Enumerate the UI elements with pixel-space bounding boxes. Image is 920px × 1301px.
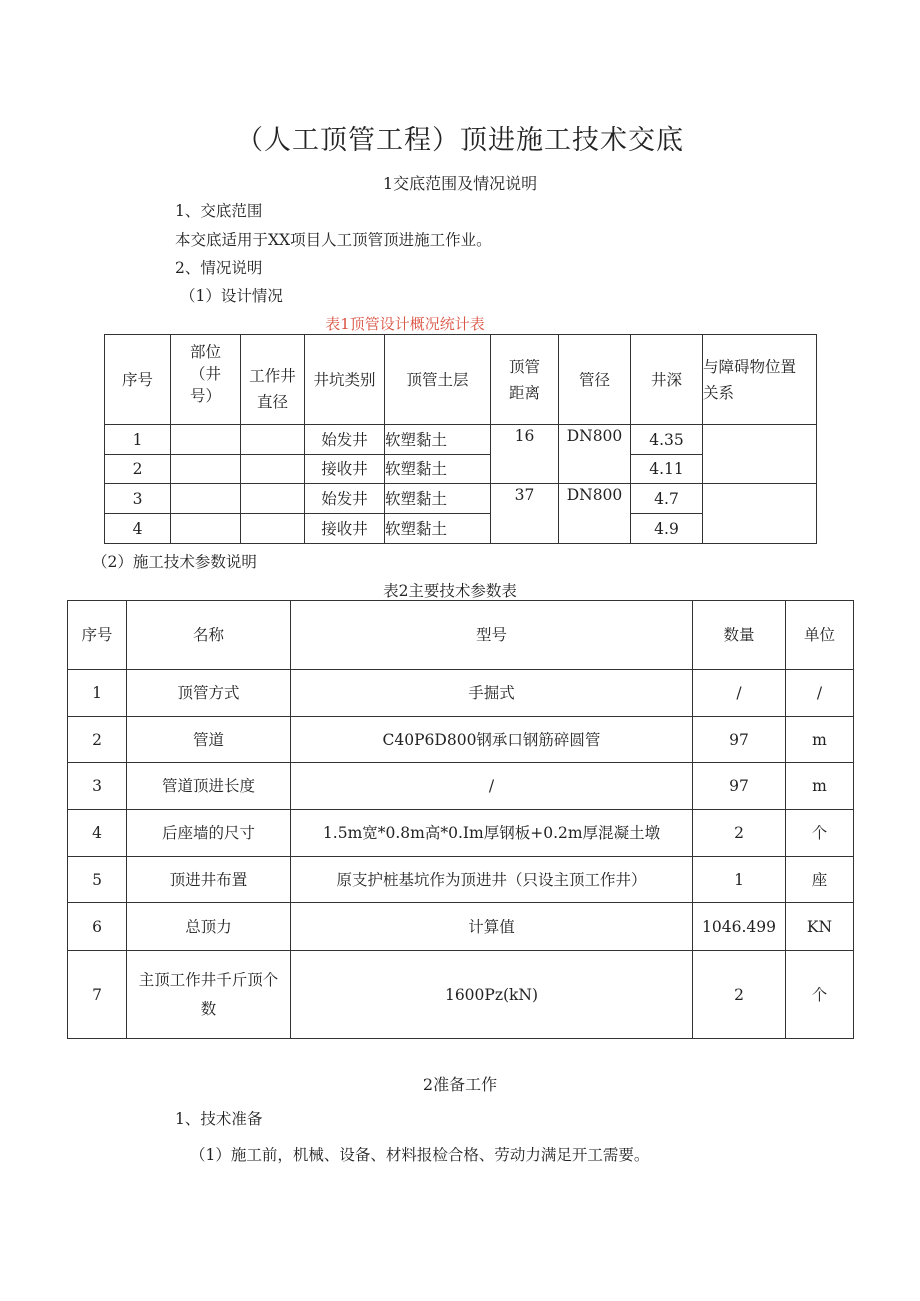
row-shaft-diameter [241, 484, 305, 514]
row-no: 1 [105, 425, 171, 455]
row-soil: 软塑黏土 [385, 514, 491, 544]
row-model: 计算值 [291, 903, 693, 951]
row-name: 总顶力 [127, 903, 291, 951]
header-shaft-diameter: 工作井 直径 [241, 335, 305, 425]
row-qty: 1046.499 [693, 903, 786, 951]
row-model: 原支护桩基坑作为顶进井（只设主顶工作井） [291, 857, 693, 903]
row-pit-type: 始发井 [305, 425, 385, 455]
design-subheading: （1）设计情况 [180, 287, 283, 305]
row-pit-type: 接收井 [305, 455, 385, 484]
document-title: （人工顶管工程）顶进施工技术交底 [236, 125, 684, 156]
header-unit: 单位 [786, 601, 854, 670]
row-no: 3 [105, 484, 171, 514]
row-qty: 2 [693, 951, 786, 1039]
row-depth: 4.9 [631, 514, 703, 544]
row-pipe-diameter: DN800 [559, 425, 631, 484]
row-model: / [291, 763, 693, 810]
row-unit: 个 [786, 810, 854, 857]
header-qty: 数量 [693, 601, 786, 670]
header-pit-type: 井坑类别 [305, 335, 385, 425]
table1-caption: 表1顶管设计概况统计表 [325, 315, 485, 333]
header-name: 名称 [127, 601, 291, 670]
row-model: 手掘式 [291, 670, 693, 717]
row-soil: 软塑黏土 [385, 484, 491, 514]
row-relation [703, 484, 817, 544]
header-relation: 与障碍物位置 关系 [703, 335, 817, 425]
row-soil: 软塑黏土 [385, 455, 491, 484]
row-shaft-diameter [241, 455, 305, 484]
row-unit: KN [786, 903, 854, 951]
table-row [105, 484, 817, 514]
section2-heading: 2准备工作 [422, 1075, 498, 1094]
row-qty: 97 [693, 717, 786, 763]
header-pipe-diameter: 管径 [559, 335, 631, 425]
row-depth: 4.11 [631, 455, 703, 484]
technical-params-table [67, 600, 854, 1039]
row-part [171, 455, 241, 484]
row-model: 1600Pz(kN) [291, 951, 693, 1039]
header-part: 部位 （井 号） [171, 335, 241, 425]
row-shaft-diameter [241, 425, 305, 455]
row-no: 3 [68, 763, 127, 810]
row-part [171, 514, 241, 544]
row-unit: m [786, 717, 854, 763]
scope-text: 本交底适用于XX项目人工顶管顶进施工作业。 [175, 231, 492, 249]
row-soil: 软塑黏土 [385, 425, 491, 455]
row-distance: 16 [491, 425, 559, 484]
section1-item2: 2、情况说明 [175, 259, 263, 277]
row-unit: 座 [786, 857, 854, 903]
row-part [171, 425, 241, 455]
header-no: 序号 [68, 601, 127, 670]
design-overview-table [104, 334, 817, 544]
row-no: 7 [68, 951, 127, 1039]
row-distance: 37 [491, 484, 559, 544]
section1-item1: 1、交底范围 [175, 202, 263, 220]
row-qty: 97 [693, 763, 786, 810]
table-row [68, 763, 854, 810]
row-qty: 1 [693, 857, 786, 903]
section1-heading: 1交底范围及情况说明 [382, 174, 538, 193]
row-model: 1.5m宽*0.8m高*0.Im厚钢板+0.2m厚混凝土墩 [291, 810, 693, 857]
row-model: C40P6D800钢承口钢筋碎圆管 [291, 717, 693, 763]
row-name: 主顶工作井千斤顶个 数 [127, 951, 291, 1039]
table-row [68, 717, 854, 763]
row-qty: 2 [693, 810, 786, 857]
table-row [68, 670, 854, 717]
row-no: 1 [68, 670, 127, 717]
row-no: 4 [105, 514, 171, 544]
section2-item1: 1、技术准备 [175, 1110, 263, 1128]
row-no: 6 [68, 903, 127, 951]
row-name: 顶进井布置 [127, 857, 291, 903]
table-row [68, 810, 854, 857]
table-row [68, 857, 854, 903]
row-name: 管道 [127, 717, 291, 763]
row-no: 4 [68, 810, 127, 857]
table-row [68, 951, 854, 1039]
table-row [68, 903, 854, 951]
row-name: 后座墙的尺寸 [127, 810, 291, 857]
row-no: 2 [105, 455, 171, 484]
preparation-text: （1）施工前，机械、设备、材料报检合格、劳动力满足开工需要。 [190, 1146, 650, 1164]
row-unit: / [786, 670, 854, 717]
header-distance: 顶管 距离 [491, 335, 559, 425]
row-depth: 4.35 [631, 425, 703, 455]
row-qty: / [693, 670, 786, 717]
row-relation [703, 425, 817, 484]
row-pit-type: 始发井 [305, 484, 385, 514]
row-pit-type: 接收井 [305, 514, 385, 544]
row-no: 2 [68, 717, 127, 763]
row-no: 5 [68, 857, 127, 903]
table-row [105, 425, 817, 455]
header-soil: 顶管土层 [385, 335, 491, 425]
table1-header-row [105, 335, 817, 425]
header-no: 序号 [105, 335, 171, 425]
row-name: 顶管方式 [127, 670, 291, 717]
header-depth: 井深 [631, 335, 703, 425]
row-unit: 个 [786, 951, 854, 1039]
table2-header-row [68, 601, 854, 670]
row-part [171, 484, 241, 514]
header-model: 型号 [291, 601, 693, 670]
row-unit: m [786, 763, 854, 810]
table2-caption: 表2主要技术参数表 [383, 582, 517, 600]
row-name: 管道顶进长度 [127, 763, 291, 810]
row-shaft-diameter [241, 514, 305, 544]
params-subheading: （2）施工技术参数说明 [92, 553, 257, 571]
row-pipe-diameter: DN800 [559, 484, 631, 544]
row-depth: 4.7 [631, 484, 703, 514]
